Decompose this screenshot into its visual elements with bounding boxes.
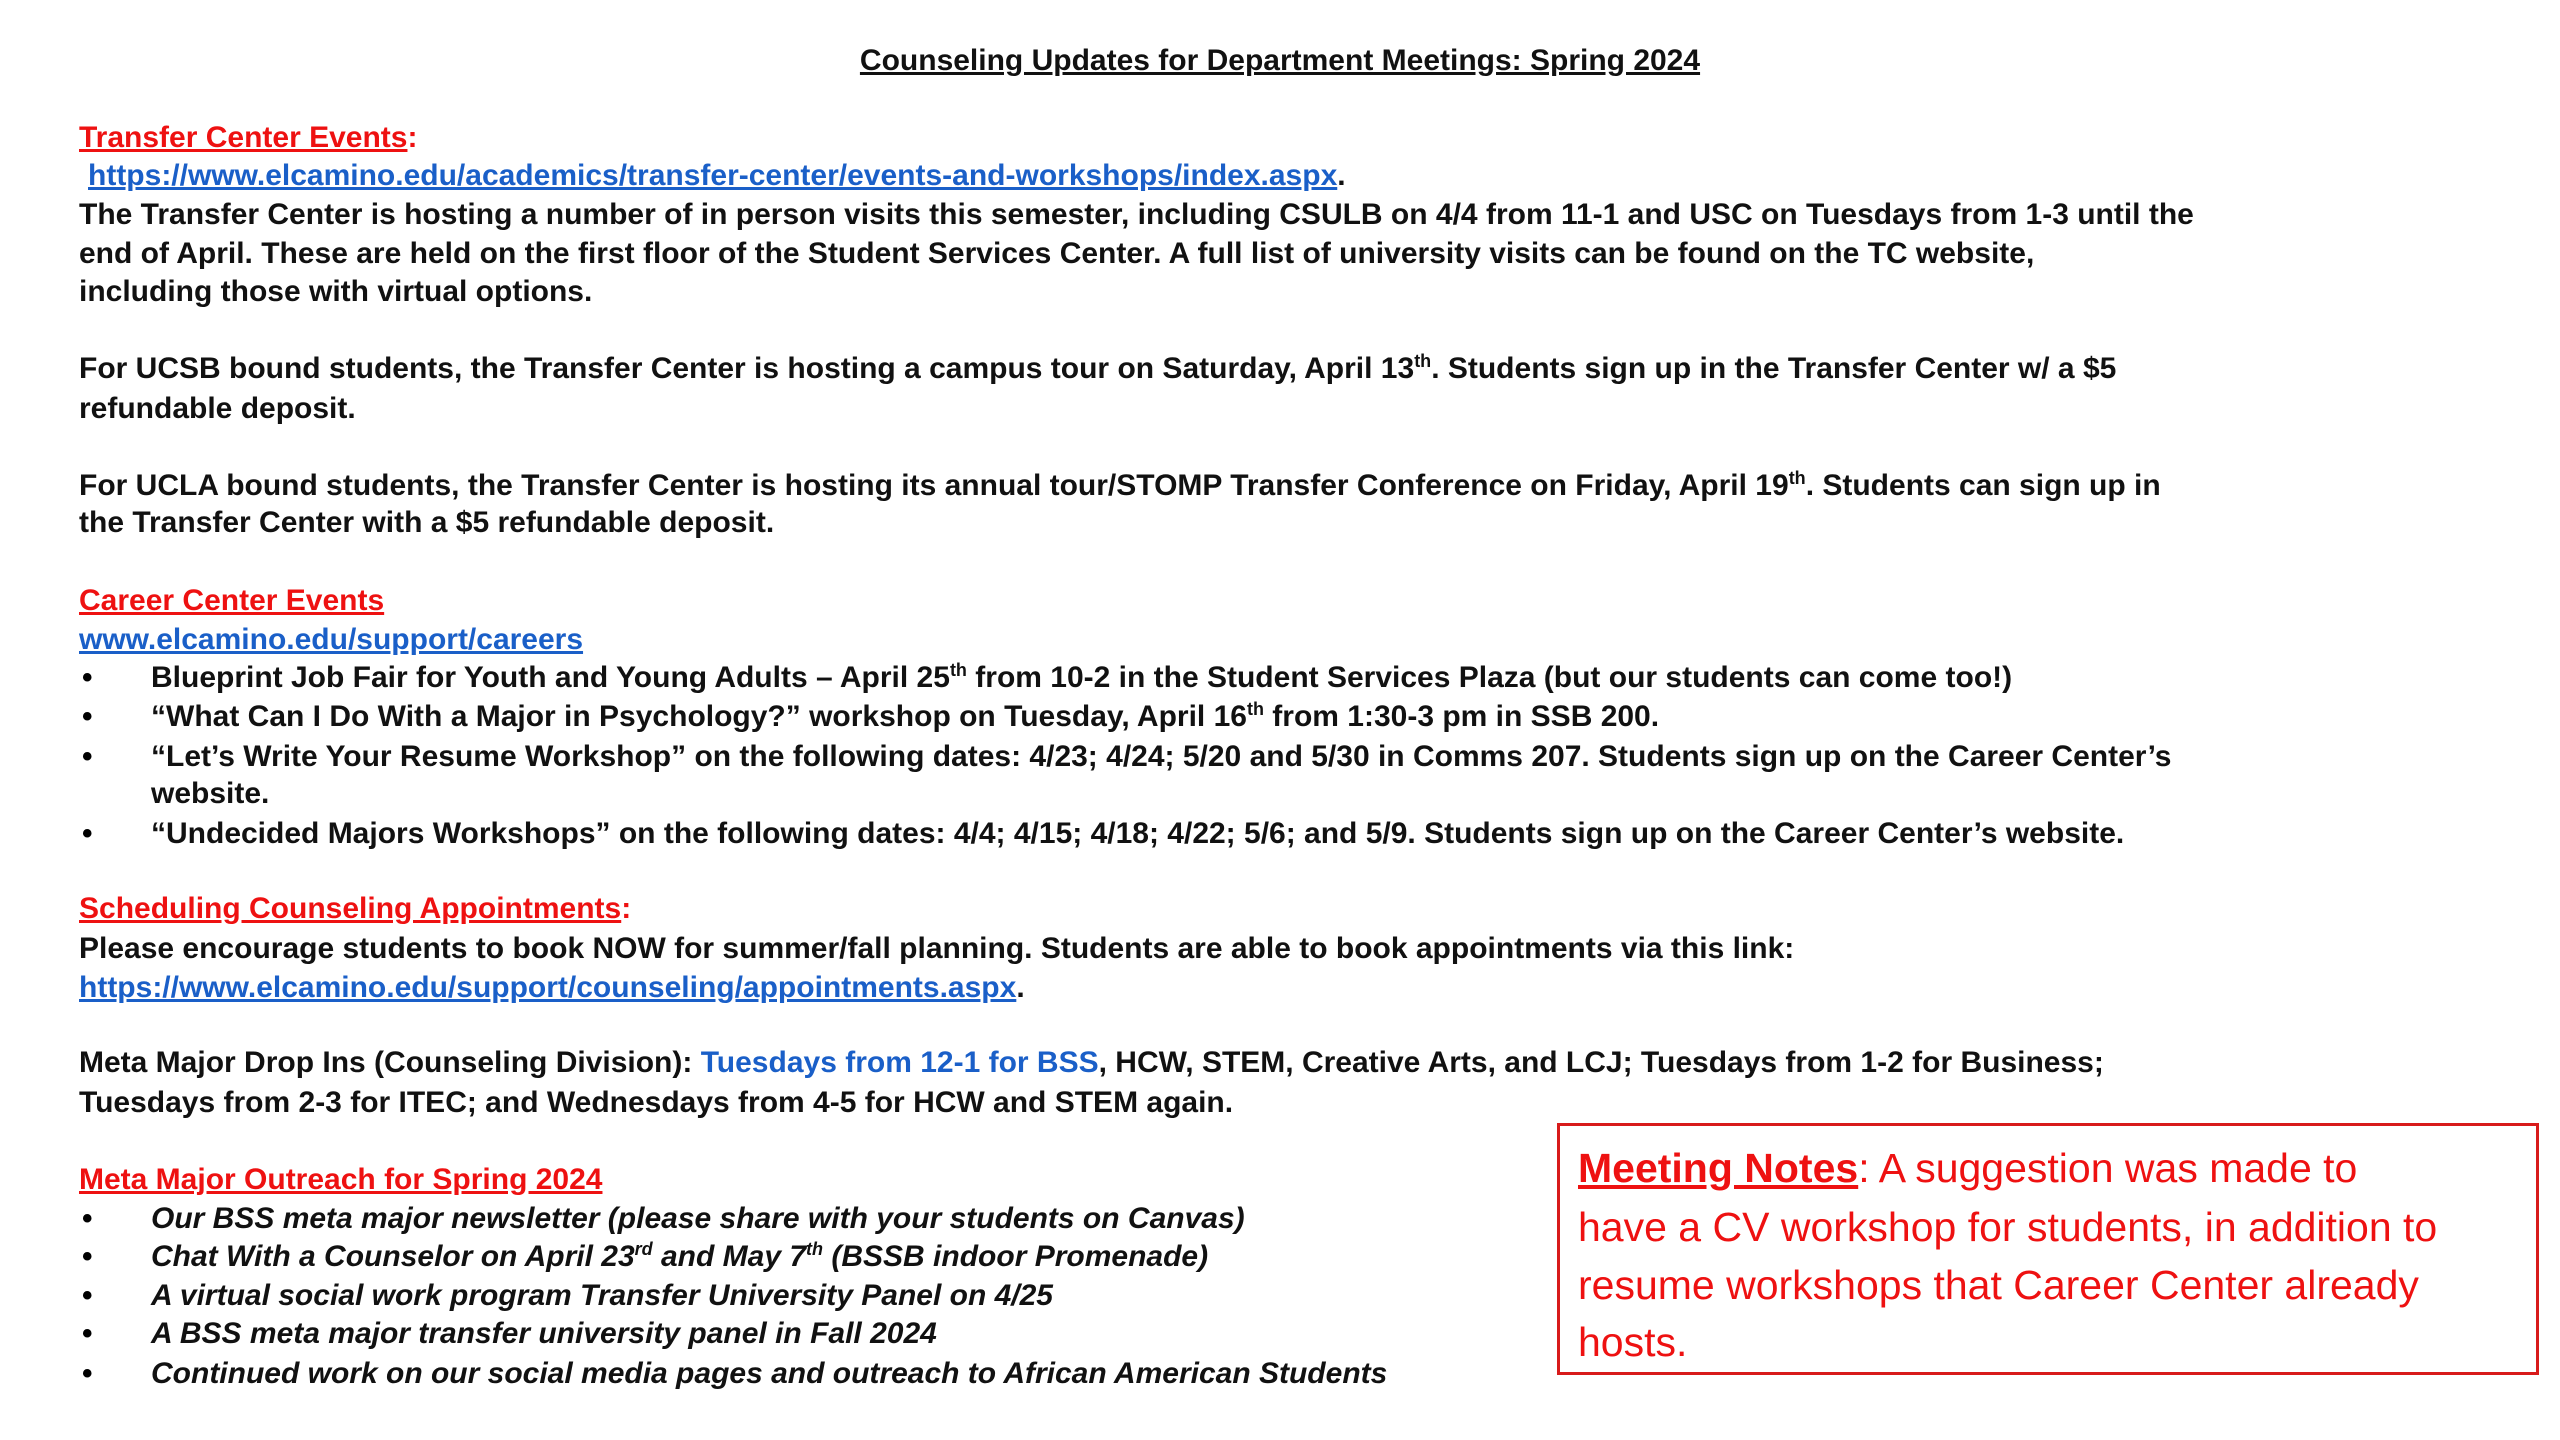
superscript: th	[1246, 699, 1264, 719]
text: . Students can sign up in	[1805, 469, 2161, 502]
bullet-icon: •	[82, 740, 93, 773]
outreach-bullet: A virtual social work program Transfer University Panel on 4/25	[151, 1279, 1053, 1312]
text: For UCSB bound students, the Transfer Center is hosting a campus tour on Saturday, April 13	[79, 352, 1415, 385]
bullet-icon: •	[82, 1279, 93, 1312]
outreach-bullet	[151, 1238, 1208, 1276]
career-bullet	[151, 659, 2012, 697]
period: .	[1337, 159, 1346, 192]
superscript: th	[1414, 351, 1432, 371]
superscript: th	[949, 660, 967, 680]
transfer-heading-text: Transfer Center Events	[79, 121, 408, 154]
text: Chat With a Counselor on April 23	[151, 1240, 635, 1273]
transfer-heading	[79, 119, 417, 157]
dropins-line	[79, 1044, 2104, 1082]
page-title: Counseling Updates for Department Meetings: Spring 2024	[859, 44, 1701, 77]
career-bullet-cont: website.	[151, 777, 270, 810]
text: : A suggestion was made to	[1858, 1145, 2358, 1191]
meeting-notes-heading: Meeting Notes	[1578, 1145, 1859, 1191]
transfer-link-line	[88, 157, 1346, 195]
appointments-link[interactable]: https://www.elcamino.edu/support/counseling/appointments.aspx	[79, 971, 1017, 1004]
careers-link[interactable]: www.elcamino.edu/support/careers	[79, 623, 584, 656]
text: “What Can I Do With a Major in Psychology?” workshop on Tuesday, April 16	[151, 700, 1247, 733]
meeting-notes-line	[1578, 1140, 2357, 1196]
outreach-bullet: A BSS meta major transfer university panel in Fall 2024	[151, 1317, 937, 1350]
meeting-notes-line: have a CV workshop for students, in addition to	[1578, 1204, 2438, 1250]
appointments-link-line	[79, 969, 1025, 1007]
period: .	[1016, 971, 1025, 1004]
ucla-paragraph	[79, 467, 2161, 505]
bullet-icon: •	[82, 700, 93, 733]
dropins-line: Tuesdays from 2-3 for ITEC; and Wednesdays from 4-5 for HCW and STEM again.	[79, 1086, 1234, 1119]
text: Blueprint Job Fair for Youth and Young Adults – April 25	[151, 661, 950, 694]
text: . Students sign up in the Transfer Center w/ a $5	[1431, 352, 2117, 385]
outreach-bullet: Our BSS meta major newsletter (please share with your students on Canvas)	[151, 1202, 1245, 1235]
text: and May 7	[652, 1240, 807, 1273]
ucsb-paragraph-line: refundable deposit.	[79, 392, 356, 425]
bullet-icon: •	[82, 1317, 93, 1350]
scheduling-heading	[79, 890, 631, 928]
bullet-icon: •	[82, 1357, 93, 1390]
ucla-paragraph-line: the Transfer Center with a $5 refundable deposit.	[79, 506, 775, 539]
highlight-text: Tuesdays from 12-1 for BSS	[700, 1046, 1099, 1079]
bullet-icon: •	[82, 817, 93, 850]
transfer-paragraph-line: end of April. These are held on the first floor of the Student Services Center. A full list of university visits can be found on the TC website,	[79, 237, 2035, 270]
career-bullet: “Let’s Write Your Resume Workshop” on the following dates: 4/23; 4/24; 5/20 and 5/30 in Comms 207. Students sign up on the Career Center’s	[151, 740, 2172, 773]
bullet-icon: •	[82, 1240, 93, 1273]
ucsb-paragraph	[79, 350, 2116, 388]
text: from 10-2 in the Student Services Plaza (but our students can come too!)	[966, 661, 2013, 694]
text: from 1:30-3 pm in SSB 200.	[1263, 700, 1660, 733]
text: Meta Major Drop Ins (Counseling Division):	[79, 1046, 701, 1079]
heading-colon: :	[621, 892, 632, 925]
scheduling-heading-text: Scheduling Counseling Appointments	[79, 892, 622, 925]
transfer-paragraph-line: The Transfer Center is hosting a number of in person visits this semester, including CSULB on 4/4 from 11-1 and USC on Tuesdays from 1-3 until the	[79, 198, 2194, 231]
transfer-paragraph-line: including those with virtual options.	[79, 275, 593, 308]
meeting-notes-line: resume workshops that Career Center already	[1578, 1262, 2419, 1308]
scheduling-text: Please encourage students to book NOW for summer/fall planning. Students are able to book appointments via this link:	[79, 932, 1795, 965]
career-heading: Career Center Events	[79, 584, 385, 617]
outreach-heading: Meta Major Outreach for Spring 2024	[79, 1163, 603, 1196]
bullet-icon: •	[82, 1202, 93, 1235]
meeting-notes-line: hosts.	[1578, 1319, 1688, 1365]
text: , HCW, STEM, Creative Arts, and LCJ; Tuesdays from 1-2 for Business;	[1098, 1046, 2104, 1079]
career-bullet: “Undecided Majors Workshops” on the following dates: 4/4; 4/15; 4/18; 4/22; 5/6; and 5/9. Students sign up on the Career Center’s website.	[151, 817, 2125, 850]
outreach-bullet: Continued work on our social media pages and outreach to African American Students	[151, 1357, 1388, 1390]
career-bullet	[151, 698, 1659, 736]
superscript: th	[1788, 468, 1806, 488]
transfer-events-link[interactable]: https://www.elcamino.edu/academics/transfer-center/events-and-workshops/index.aspx	[88, 159, 1338, 192]
bullet-icon: •	[82, 661, 93, 694]
superscript: th	[806, 1239, 824, 1259]
superscript: rd	[634, 1239, 653, 1259]
text: For UCLA bound students, the Transfer Center is hosting its annual tour/STOMP Transfer Conference on Friday, April 19	[79, 469, 1789, 502]
text: (BSSB indoor Promenade)	[823, 1240, 1209, 1273]
heading-colon: :	[407, 121, 418, 154]
